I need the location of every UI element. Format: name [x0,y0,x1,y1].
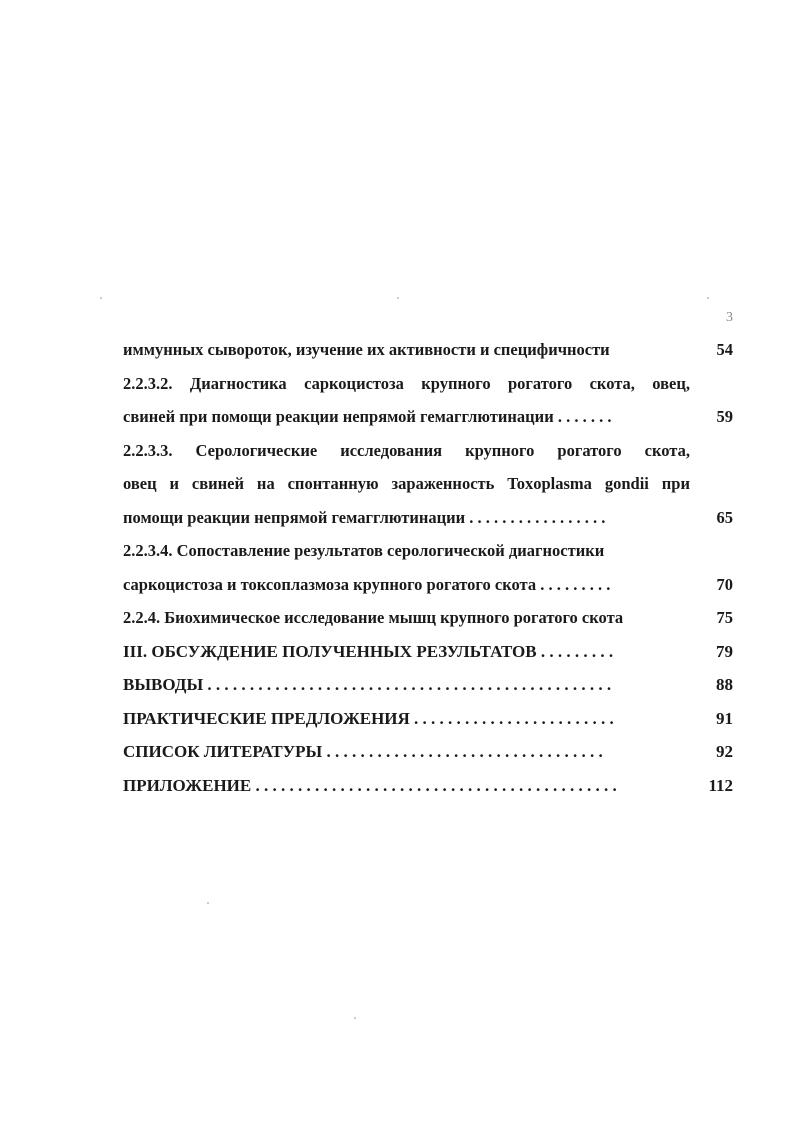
toc-row-text: 2.2.3.3. Серологические исследования крупного рогатого скота, [123,440,690,460]
toc-row [123,501,733,535]
toc-row [123,668,733,702]
page-number: 3 [726,310,733,325]
toc-row [123,400,733,434]
toc-row-text: 2.2.3.4. Сопоставление результатов серологической диагностики [123,541,605,560]
toc-row [123,434,733,468]
toc-row-text: овец и свиней на спонтанную зараженность Toxoplasma gondii при [123,474,690,493]
toc-row-page: 79 [716,641,733,661]
toc-row-page: 91 [716,708,733,728]
scan-speck [707,297,709,299]
toc-row-text: СПИСОК ЛИТЕРАТУРЫ . . . . . . . . . . . . . . . . . . . . . . . . . . . . . . . . . [123,742,603,761]
scan-speck [207,902,209,904]
toc-row-page: 92 [716,742,733,761]
scan-speck [397,297,399,299]
toc-row [123,333,733,367]
toc-row-text: саркоцистоза и токсоплазмоза крупного рогатого скота . . . . . . . . . [123,574,611,594]
toc-row [123,568,733,602]
toc-row-text: ВЫВОДЫ . . . . . . . . . . . . . . . . . . . . . . . . . . . . . . . . . . . . . . . . . . . . . . . . [123,675,612,694]
toc-row-text: III. ОБСУЖДЕНИЕ ПОЛУЧЕННЫХ РЕЗУЛЬТАТОВ . . . . . . . . . [123,641,614,661]
toc-row [123,601,733,635]
toc-row [123,467,733,501]
toc-row [123,769,733,803]
toc-row-page: 75 [716,608,733,627]
toc-row-page: 59 [716,407,733,426]
toc-row-page: 70 [716,574,733,594]
toc-row [123,534,733,568]
toc-row-text: иммунных сывороток, изучение их активности и специфичности [123,340,610,359]
toc-row-text: свиней при помощи реакции непрямой гемагглютинации . . . . . . . [123,407,612,426]
toc-row-page: 88 [716,675,733,694]
toc-row-text: ПРИЛОЖЕНИЕ . . . . . . . . . . . . . . . . . . . . . . . . . . . . . . . . . . . . . . . . . . . [123,775,617,795]
scan-speck [354,1017,356,1019]
toc-row-page: 54 [716,340,733,359]
toc-row-text: ПРАКТИЧЕСКИЕ ПРЕДЛОЖЕНИЯ . . . . . . . . . . . . . . . . . . . . . . . . [123,708,614,728]
table-of-contents [123,333,733,802]
scan-speck [100,297,102,299]
toc-row-text: 2.2.4. Биохимическое исследование мышц крупного рогатого скота [123,608,624,627]
toc-row-page: 112 [708,775,733,795]
toc-row-text: 2.2.3.2. Диагностика саркоцистоза крупного рогатого скота, овец, [123,373,690,393]
toc-row [123,367,733,401]
toc-row [123,702,733,736]
toc-row-text: помощи реакции непрямой гемагглютинации . . . . . . . . . . . . . . . . . [123,507,606,527]
toc-row-page: 65 [716,507,733,527]
toc-row [123,735,733,769]
toc-row [123,635,733,669]
